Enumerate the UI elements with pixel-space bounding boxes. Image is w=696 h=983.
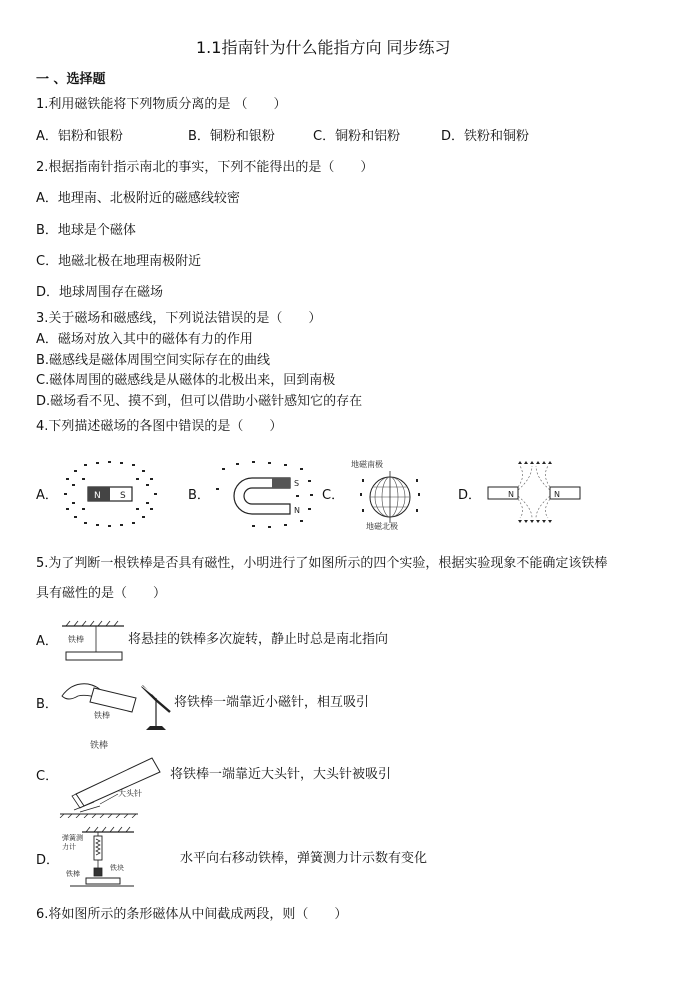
section-heading: 一 、选择题: [36, 72, 106, 87]
q5-figure-b: [58, 674, 172, 734]
q4a-s-label: S: [120, 491, 126, 501]
q4-figure-a: [60, 458, 160, 530]
page-title: 1.1指南针为什么能指方向 同步练习: [196, 38, 451, 57]
q5d-scale-label-2: 力计: [62, 843, 76, 851]
q5c-rod-label: 铁棒: [90, 741, 109, 751]
q4-figure-b: [212, 458, 318, 530]
q3-option-a: A．磁场对放入其中的磁体有力的作用: [36, 332, 253, 347]
q2-option-c: C．地磁北极在地理南极附近: [36, 254, 202, 269]
q4b-s-label: S: [294, 479, 300, 488]
q2-stem: 2.根据指南针指示南北的事实，下列不能得出的是（ ）: [36, 160, 374, 175]
q4c-bottom-label: 地磁北极: [366, 522, 398, 531]
q5-stem-line1: 5.为了判断一根铁棒是否具有磁性，小明进行了如图所示的四个实验，根据实验现象不能确定该铁棒: [36, 556, 608, 571]
q2-option-d: D．地球周围存在磁场: [36, 285, 164, 300]
q3-option-d: D.磁场看不见、摸不到，但可以借助小磁针感知它的存在: [36, 394, 363, 409]
q2-option-a: A．地理南、北极附近的磁感线较密: [36, 191, 240, 206]
q4-figure-c: [348, 457, 432, 533]
q5a-rod-label: 铁棒: [68, 635, 84, 644]
q5c-pin-label: 大头针: [118, 789, 142, 798]
q4-figure-d: [486, 460, 582, 526]
q5-stem-line2: 具有磁性的是（ ）: [36, 586, 167, 601]
q3-option-b: B.磁感线是磁体周围空间实际存在的曲线: [36, 353, 271, 368]
q4a-n-label: N: [94, 491, 101, 501]
q2-option-b: B．地球是个磁体: [36, 223, 136, 238]
q5d-rod-label: 铁棒: [66, 870, 80, 878]
q3-stem: 3.关于磁场和磁感线，下列说法错误的是（ ）: [36, 311, 322, 326]
q1-option-b: B．铜粉和银粉: [188, 129, 275, 144]
q5-figure-c: [56, 736, 168, 818]
q1-option-c: C．铜粉和铝粉: [313, 129, 401, 144]
q4d-right-label: N: [554, 490, 560, 499]
q4-stem: 4.下列描述磁场的各图中错误的是（ ）: [36, 419, 283, 434]
q4b-n-label: N: [294, 506, 300, 515]
q5-option-c-letter: C．: [36, 769, 59, 784]
q1-stem: 1.利用磁铁能将下列物质分离的是 （ ）: [36, 97, 287, 112]
q6-stem: 6.将如图所示的条形磁体从中间截成两段，则（ ）: [36, 907, 348, 922]
q4d-left-label: N: [508, 490, 514, 499]
q5-option-b-text: 将铁棒一端靠近小磁针，相互吸引: [174, 695, 370, 710]
q4-option-b: B．: [188, 488, 210, 503]
q5-option-b-letter: B．: [36, 697, 58, 712]
q5-figure-a: [60, 620, 126, 664]
q1-option-d: D．铁粉和铜粉: [441, 129, 530, 144]
q5-option-d-letter: D．: [36, 853, 60, 868]
q3-option-c: C.磁体周围的磁感线是从磁体的北极出来，回到南极: [36, 373, 336, 388]
q5d-block-label: 铁块: [110, 864, 124, 872]
q5-figure-d: [60, 826, 136, 890]
q4-option-c: C．: [322, 488, 345, 503]
q5b-rod-label: 铁棒: [94, 711, 110, 720]
q4-option-a: A．: [36, 488, 58, 503]
q5-option-a-letter: A．: [36, 634, 58, 649]
q5-option-d-text: 水平向右移动铁棒，弹簧测力计示数有变化: [180, 851, 428, 866]
q1-option-a: A．铝粉和银粉: [36, 129, 123, 144]
q5d-scale-label-1: 弹簧测: [62, 834, 83, 842]
q5-option-a-text: 将悬挂的铁棒多次旋转，静止时总是南北指向: [128, 632, 389, 647]
q4-option-d: D．: [458, 488, 482, 503]
q4c-top-label: 地磁南极: [351, 460, 383, 469]
q5-option-c-text: 将铁棒一端靠近大头针，大头针被吸引: [170, 767, 392, 782]
